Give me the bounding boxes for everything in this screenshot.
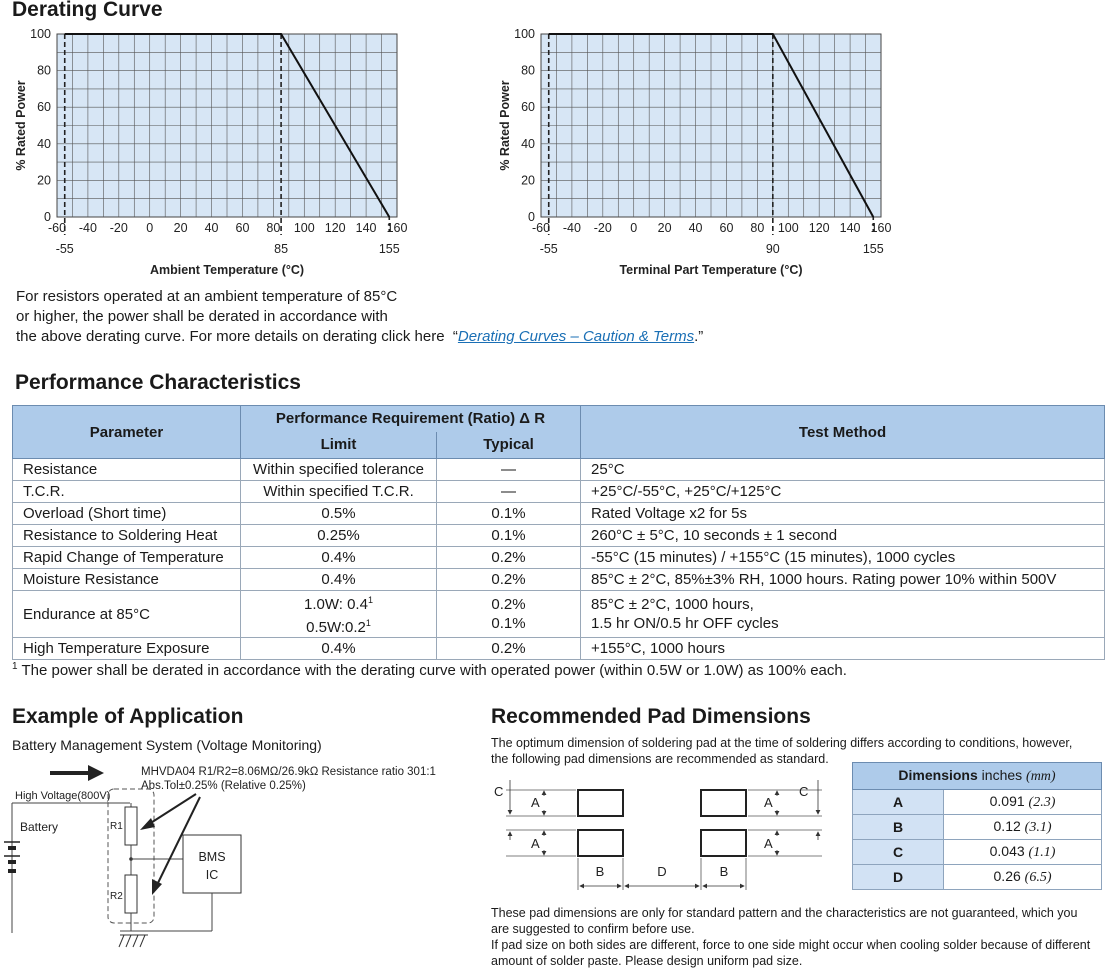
- cell-test: [581, 591, 1105, 638]
- table-row: [13, 459, 1105, 481]
- cell-typical: —: [437, 459, 581, 481]
- dim-header-unit: inches: [981, 767, 1023, 783]
- r1-resistor: [125, 807, 137, 845]
- table-row: [13, 503, 1105, 525]
- cell-parameter: Resistance: [13, 459, 241, 481]
- dim-c-right: C: [799, 784, 809, 799]
- y-tick-label: 20: [521, 173, 535, 188]
- x-tick-label: 100: [777, 221, 799, 235]
- header-requirement: Performance Requirement (Ratio) Δ R: [241, 406, 581, 432]
- dim-header-mm: (mm): [1026, 769, 1056, 784]
- cell-limit: 0.4%: [241, 638, 437, 660]
- pads-note1-line2: are suggested to confirm before use.: [491, 922, 695, 936]
- x-axis-label: Ambient Temperature (°C): [149, 263, 305, 277]
- cell-test: 25°C: [581, 459, 1105, 481]
- footnote-mark: 1: [365, 618, 371, 628]
- bms-ic-box: [183, 835, 241, 893]
- pads-note2-line2: amount of solder paste. Please design uniform pad size.: [491, 954, 803, 968]
- table-row: [13, 638, 1105, 660]
- x-tick-label: 80: [266, 221, 281, 235]
- y-tick-label: 40: [37, 136, 51, 151]
- table-row: [853, 865, 1102, 890]
- cell-parameter: Overload (Short time): [13, 503, 241, 525]
- derating-chart-ambient: [0, 22, 470, 280]
- quote-open: “: [452, 328, 458, 345]
- y-tick-label: 0: [44, 210, 51, 224]
- limit-05w: 0.5W:0.2: [306, 619, 366, 636]
- derating-caution-link[interactable]: Derating Curves – Caution & Terms: [457, 328, 695, 345]
- x-tick-label: 20: [173, 221, 188, 235]
- dim-value: [944, 790, 1102, 815]
- ground-icon: [119, 935, 148, 947]
- dim-mm: (1.1): [1028, 845, 1056, 860]
- cell-limit: 0.5%: [241, 503, 437, 525]
- dim-a-top-left: A: [531, 795, 540, 810]
- y-tick-label: 80: [37, 63, 51, 78]
- cell-limit: 0.25%: [241, 525, 437, 547]
- performance-title: Performance Characteristics: [15, 371, 301, 394]
- cell-typical: —: [437, 481, 581, 503]
- cell-typical: 0.1%: [437, 525, 581, 547]
- x-tick-label: -60: [47, 221, 67, 235]
- x-tick-label: -40: [562, 221, 581, 235]
- direction-arrow-head: [88, 765, 104, 781]
- y-axis-label: % Rated Power: [498, 80, 512, 171]
- cell-test: -55°C (15 minutes) / +155°C (15 minutes), 1000 cycles: [581, 547, 1105, 569]
- marker-label: -55: [539, 242, 558, 256]
- table-row: [853, 790, 1102, 815]
- marker-label: 90: [765, 242, 780, 256]
- dim-mm: (2.3): [1028, 795, 1056, 810]
- x-tick-label: 0: [146, 221, 154, 235]
- dim-mm: (6.5): [1024, 870, 1052, 885]
- r2-resistor: [125, 875, 137, 913]
- pads-note1-line1: These pad dimensions are only for standard pattern and the characteristics are not guaranteed, which you: [491, 906, 1078, 920]
- x-tick-label: 120: [808, 221, 830, 235]
- quote-close: .”: [694, 328, 704, 345]
- r2-label: R2: [110, 891, 123, 902]
- dim-mm: (3.1): [1024, 820, 1052, 835]
- marker-label: 85: [274, 242, 289, 256]
- cell-test: 260°C ± 5°C, 10 seconds ± 1 second: [581, 525, 1105, 547]
- derating-title: Derating Curve: [12, 0, 163, 21]
- x-tick-label: -40: [78, 221, 97, 235]
- dim-a-bottom-right: A: [764, 836, 773, 851]
- part-line2: Abs.Tol±0.25% (Relative 0.25%): [141, 780, 306, 792]
- dim-key: D: [853, 865, 944, 890]
- x-tick-label: -60: [531, 221, 551, 235]
- y-tick-label: 100: [30, 27, 51, 41]
- dim-a-bottom-left: A: [531, 836, 540, 851]
- dim-inch: 0.091: [989, 793, 1025, 809]
- performance-footnote: [12, 661, 847, 679]
- x-tick-label: 160: [386, 221, 408, 235]
- x-tick-label: 0: [630, 221, 638, 235]
- cell-limit: 0.4%: [241, 547, 437, 569]
- dim-d: D: [657, 864, 667, 879]
- marker-label: 155: [862, 242, 884, 256]
- y-tick-label: 0: [528, 210, 535, 224]
- x-tick-label: 60: [719, 221, 734, 235]
- test-line2: 1.5 hr ON/0.5 hr OFF cycles: [591, 615, 779, 632]
- x-tick-label: 120: [324, 221, 346, 235]
- test-line1: 85°C ± 2°C, 1000 hours,: [591, 596, 754, 613]
- dim-inch: 0.12: [993, 818, 1021, 834]
- table-row: [13, 525, 1105, 547]
- dim-a-top-right: A: [764, 795, 773, 810]
- pad-top-left: [578, 790, 623, 816]
- cell-typical: [437, 591, 581, 638]
- derating-note-line2: or higher, the power shall be derated in accordance with: [16, 308, 388, 325]
- dim-key: B: [853, 815, 944, 840]
- dim-inch: 0.043: [989, 843, 1025, 859]
- cell-typical: 0.1%: [437, 503, 581, 525]
- x-tick-label: 140: [839, 221, 861, 235]
- cell-test: 85°C ± 2°C, 85%±3% RH, 1000 hours. Rating power 10% within 500V: [581, 569, 1105, 591]
- derating-note-line3: the above derating curve. For more details on derating click here: [16, 328, 445, 345]
- table-row: [853, 840, 1102, 865]
- cell-parameter: T.C.R.: [13, 481, 241, 503]
- dim-header-bold: Dimensions: [898, 767, 978, 783]
- y-axis-label: % Rated Power: [14, 80, 28, 171]
- x-tick-label: -20: [109, 221, 128, 235]
- battery-label: Battery: [20, 820, 59, 834]
- marker-label: -55: [55, 242, 74, 256]
- derating-chart-terminal: [484, 22, 954, 280]
- x-axis-label: Terminal Part Temperature (°C): [619, 263, 803, 277]
- dim-key: C: [853, 840, 944, 865]
- cell-parameter: Resistance to Soldering Heat: [13, 525, 241, 547]
- pad-dimensions-table: [852, 762, 1102, 890]
- typical-05w: 0.1%: [491, 615, 526, 632]
- dim-value: [944, 840, 1102, 865]
- x-tick-label: 160: [870, 221, 892, 235]
- x-tick-label: 60: [235, 221, 250, 235]
- cell-limit: [241, 591, 437, 638]
- dim-b-right: B: [719, 864, 729, 879]
- part-line1: MHVDA04 R1/R2=8.06MΩ/26.9kΩ Resistance ratio 301:1: [141, 766, 436, 778]
- y-tick-label: 60: [37, 100, 51, 115]
- x-tick-label: 20: [657, 221, 672, 235]
- pad-bottom-right: [701, 830, 746, 856]
- cell-typical: 0.2%: [437, 569, 581, 591]
- limit-1w: 1.0W: 0.4: [304, 596, 368, 613]
- marker-label: 155: [378, 242, 400, 256]
- typical-1w: 0.2%: [491, 596, 526, 613]
- performance-table: [12, 405, 1105, 660]
- cell-test: +155°C, 1000 hours: [581, 638, 1105, 660]
- x-tick-label: 100: [293, 221, 315, 235]
- table-row: [13, 547, 1105, 569]
- x-tick-label: 40: [688, 221, 703, 235]
- cell-parameter: High Temperature Exposure: [13, 638, 241, 660]
- table-row: [13, 569, 1105, 591]
- header-test-method: Test Method: [581, 406, 1105, 459]
- bms-label-line2: IC: [205, 868, 219, 882]
- cell-typical: 0.2%: [437, 547, 581, 569]
- cell-limit: Within specified T.C.R.: [241, 481, 437, 503]
- dim-table-header: [853, 763, 1102, 790]
- y-tick-label: 100: [514, 27, 535, 41]
- footnote-mark: 1: [12, 661, 18, 672]
- application-title: Example of Application: [12, 705, 244, 728]
- pads-intro-line2: the following pad dimensions are recommended as standard.: [491, 752, 829, 766]
- bms-label-line1: BMS: [198, 850, 226, 864]
- y-tick-label: 20: [37, 173, 51, 188]
- r1-label: R1: [110, 821, 123, 832]
- cell-parameter: Moisture Resistance: [13, 569, 241, 591]
- table-row: [13, 481, 1105, 503]
- high-voltage-label: High Voltage(800V): [15, 790, 111, 802]
- y-tick-label: 80: [521, 63, 535, 78]
- pad-bottom-left: [578, 830, 623, 856]
- derating-note-line1: For resistors operated at an ambient temperature of 85°C: [16, 288, 398, 305]
- pad-top-right: [701, 790, 746, 816]
- dim-key: A: [853, 790, 944, 815]
- y-tick-label: 40: [521, 136, 535, 151]
- cell-limit: 0.4%: [241, 569, 437, 591]
- x-tick-label: 40: [204, 221, 219, 235]
- footnote-text: The power shall be derated in accordance with the derating curve with operated power (within 0.5W or 1.0W) as 100% each.: [21, 662, 847, 679]
- table-row: [13, 591, 1105, 638]
- header-parameter: Parameter: [13, 406, 241, 459]
- cell-test: Rated Voltage x2 for 5s: [581, 503, 1105, 525]
- x-tick-label: 80: [750, 221, 765, 235]
- dim-b-left: B: [595, 864, 605, 879]
- header-typical: Typical: [437, 432, 581, 459]
- x-tick-label: 140: [355, 221, 377, 235]
- application-subtitle: Battery Management System (Voltage Monitoring): [12, 737, 322, 753]
- x-tick-label: -20: [593, 221, 612, 235]
- derating-note: [16, 287, 703, 347]
- pads-notes: [491, 905, 1090, 969]
- dim-c-left: C: [494, 784, 504, 799]
- table-row: [853, 815, 1102, 840]
- cell-limit: Within specified tolerance: [241, 459, 437, 481]
- dim-inch: 0.26: [993, 868, 1021, 884]
- dim-value: [944, 815, 1102, 840]
- bms-circuit-diagram: [0, 755, 470, 960]
- header-limit: Limit: [241, 432, 437, 459]
- cell-parameter: Endurance at 85°C: [13, 591, 241, 638]
- footnote-mark: 1: [367, 595, 373, 605]
- cell-parameter: Rapid Change of Temperature: [13, 547, 241, 569]
- pads-intro-line1: The optimum dimension of soldering pad at the time of soldering differs according to conditions, however,: [491, 736, 1073, 750]
- cell-test: +25°C/-55°C, +25°C/+125°C: [581, 481, 1105, 503]
- pads-title: Recommended Pad Dimensions: [491, 705, 811, 728]
- dim-value: [944, 865, 1102, 890]
- pads-note2-line1: If pad size on both sides are different, force to one side might occur when cooling solder because of different: [491, 938, 1091, 952]
- y-tick-label: 60: [521, 100, 535, 115]
- cell-typical: 0.2%: [437, 638, 581, 660]
- pad-layout-diagram: [488, 776, 828, 896]
